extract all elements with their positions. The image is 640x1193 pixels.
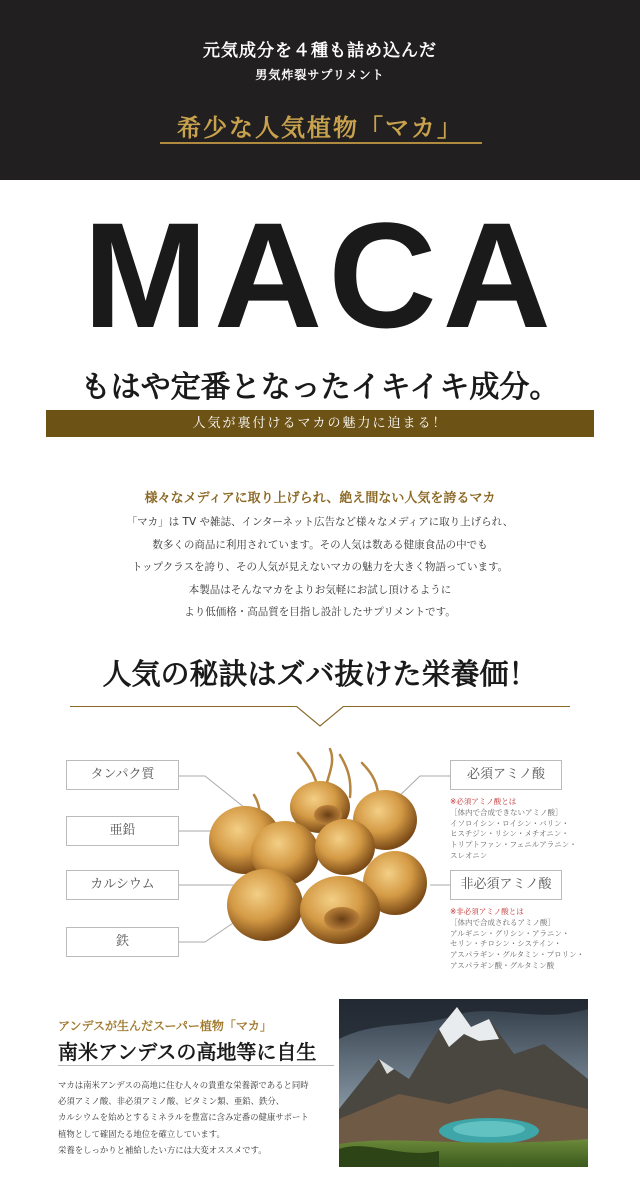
note-line: ヒスチジン・リシン・メチオニン・ — [450, 829, 569, 839]
rare-plant-heading: 希少な人気植物「マカ」 — [177, 114, 463, 142]
note-title: ※非必須アミノ酸とは — [450, 907, 524, 916]
header-line1: 元気成分を４種も詰め込んだ — [203, 41, 437, 61]
nutrient-calcium: カルシウム — [66, 870, 179, 900]
intro-line: トップクラスを誇り、その人気が見えないマカの魅力を大きく物語っています。 — [131, 561, 509, 573]
intro-line: 本製品はそんなマカをよりお気軽にお試し頂けるように — [188, 583, 452, 596]
hero-band: 人気が裏付けるマカの魅力に迫まる！ — [46, 410, 594, 437]
note-title: ※必須アミノ酸とは — [450, 797, 517, 806]
andes-line: マカは南米アンデスの高地に住む人々の貴重な栄養源であると同時 — [58, 1080, 309, 1090]
intro-line: より低価格・高品質を目指し設計したサプリメントです。 — [184, 606, 456, 618]
header-banner — [0, 0, 640, 180]
intro-text — [0, 511, 640, 624]
andes-line: 必須アミノ酸、非必須アミノ酸、ビタミン類、亜鉛、鉄分、 — [58, 1096, 285, 1107]
maca-roots-image — [200, 745, 440, 955]
andes-text — [58, 1077, 343, 1158]
hero-subtitle: もはや定番となったイキイキ成分。 — [80, 370, 560, 405]
chevron-down-icon — [296, 706, 344, 728]
header-divider — [160, 142, 482, 144]
note-line: アスパラギン酸・グルタミン酸 — [450, 960, 555, 970]
nutrient-essential-amino: 必須アミノ酸 — [450, 760, 562, 790]
nutrient-zinc: 亜鉛 — [66, 816, 179, 846]
nonessential-amino-note — [450, 907, 584, 972]
note-line: アルギニン・グリシン・アラニン・ — [450, 928, 570, 938]
intro-line: 「マカ」は TV や雑誌、インターネット広告など様々なメディアに取り上げられ、 — [126, 516, 514, 528]
andes-line: カルシウムを始めとするミネラルを豊富に含み定番の健康サポート — [58, 1112, 309, 1123]
note-line: セリン・チロシン・システイン・ — [450, 939, 562, 949]
note-line: アスパラギン・グルタミン・プロリン・ — [450, 950, 585, 960]
maca-title: MACA — [83, 191, 557, 359]
note-line: ［体内で合成できないアミノ酸］ — [450, 807, 563, 817]
note-line: イソロイシン・ロイシン・バリン・ — [450, 818, 570, 828]
andes-title: 南米アンデスの高地等に自生 — [58, 1040, 317, 1064]
note-line: トリプトファン・フェニルアラニン・ — [450, 840, 577, 850]
andes-kicker: アンデスが生んだスーパー植物「マカ」 — [58, 1019, 272, 1033]
essential-amino-note — [450, 797, 577, 862]
header-line2: 男気炸裂サプリメント — [255, 68, 385, 82]
note-line: スレオニン — [450, 850, 488, 860]
intro-heading: 様々なメディアに取り上げられ、絶え間ない人気を誇るマカ — [144, 491, 496, 506]
nutrient-protein: タンパク質 — [66, 760, 179, 790]
nutrient-nonessential-amino: 非必須アミノ酸 — [450, 870, 562, 900]
intro-line: 数多くの商品に利用されています。その人気は数ある健康食品の中でも — [152, 538, 488, 551]
nutrition-heading: 人気の秘訣はズバ抜けた栄養価！ — [102, 657, 538, 691]
andes-line: 栄養をしっかりと補給したい方には大変オススメです。 — [58, 1144, 267, 1155]
note-line: ［体内で合成されるアミノ酸］ — [450, 917, 555, 927]
andes-divider — [58, 1065, 334, 1066]
andes-line: 植物として確固たる地位を確立しています。 — [58, 1128, 225, 1139]
nutrient-iron: 鉄 — [66, 927, 179, 957]
andes-mountain-photo — [339, 999, 588, 1167]
